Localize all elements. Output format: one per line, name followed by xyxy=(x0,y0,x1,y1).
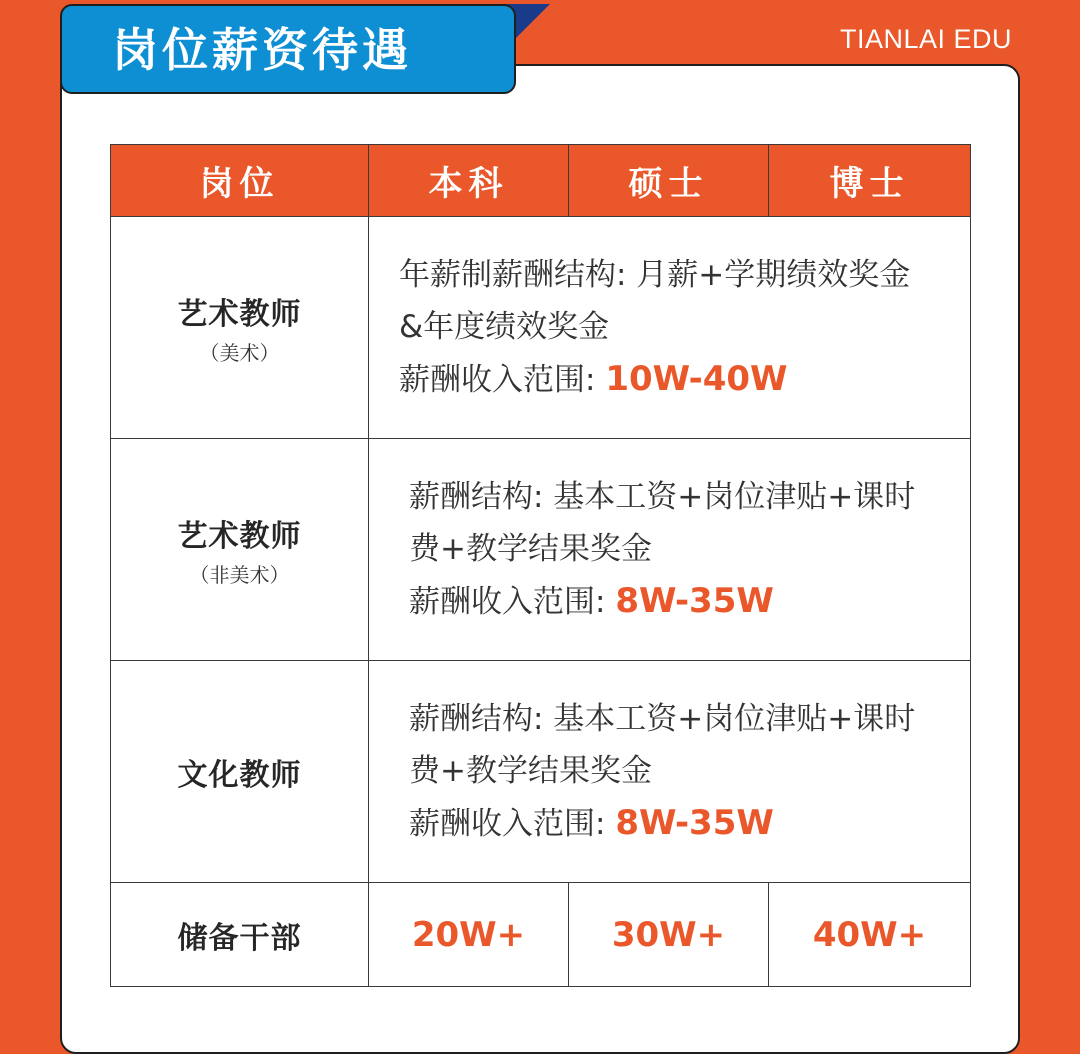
table-row xyxy=(111,217,971,439)
range-label: 薪酬收入范围: xyxy=(409,806,616,842)
position-cell xyxy=(111,217,369,439)
structure-line: 薪酬结构: 基本工资+岗位津贴+课时 xyxy=(409,479,916,515)
salary-description-cell xyxy=(369,439,971,661)
position-subtitle: （美术） xyxy=(199,341,280,365)
position-name: 艺术教师 xyxy=(177,519,302,554)
column-header-master: 硕士 xyxy=(569,145,769,217)
range-line xyxy=(409,575,946,628)
salary-table xyxy=(110,144,971,987)
page-title: 岗位薪资待遇 xyxy=(112,23,412,77)
salary-master: 30W+ xyxy=(569,883,769,987)
range-line xyxy=(409,797,946,850)
column-header-bachelor: 本科 xyxy=(369,145,569,217)
structure-line: &年度绩效奖金 xyxy=(399,309,610,345)
range-value: 10W-40W xyxy=(605,359,788,399)
title-tab xyxy=(60,4,516,94)
position-cell xyxy=(111,661,369,883)
position-subtitle: （非美术） xyxy=(189,563,290,587)
position-name: 艺术教师 xyxy=(177,297,302,332)
range-value: 8W-35W xyxy=(615,581,774,621)
position-cell xyxy=(111,883,369,987)
salary-description-cell xyxy=(369,217,971,439)
position-name: 文化教师 xyxy=(177,757,302,793)
table-row xyxy=(111,439,971,661)
range-label: 薪酬收入范围: xyxy=(399,362,606,398)
salary-bachelor: 20W+ xyxy=(369,883,569,987)
brand-label: TIANLAI EDU xyxy=(839,24,1012,54)
range-label: 薪酬收入范围: xyxy=(409,584,616,620)
table-header-row xyxy=(111,145,971,217)
table-row xyxy=(111,661,971,883)
salary-description-cell xyxy=(369,661,971,883)
structure-line: 薪酬结构: 基本工资+岗位津贴+课时 xyxy=(409,701,916,737)
column-header-position: 岗位 xyxy=(111,145,369,217)
salary-doctor: 40W+ xyxy=(769,883,971,987)
table-row-reserve xyxy=(111,883,971,987)
structure-line: 费+教学结果奖金 xyxy=(409,531,652,567)
range-value: 8W-35W xyxy=(615,803,774,843)
position-name: 储备干部 xyxy=(177,920,302,956)
structure-line: 费+教学结果奖金 xyxy=(409,753,652,789)
column-header-doctor: 博士 xyxy=(769,145,971,217)
range-line xyxy=(399,353,946,406)
structure-line: 年薪制薪酬结构: 月薪+学期绩效奖金 xyxy=(399,257,911,293)
position-cell xyxy=(111,439,369,661)
